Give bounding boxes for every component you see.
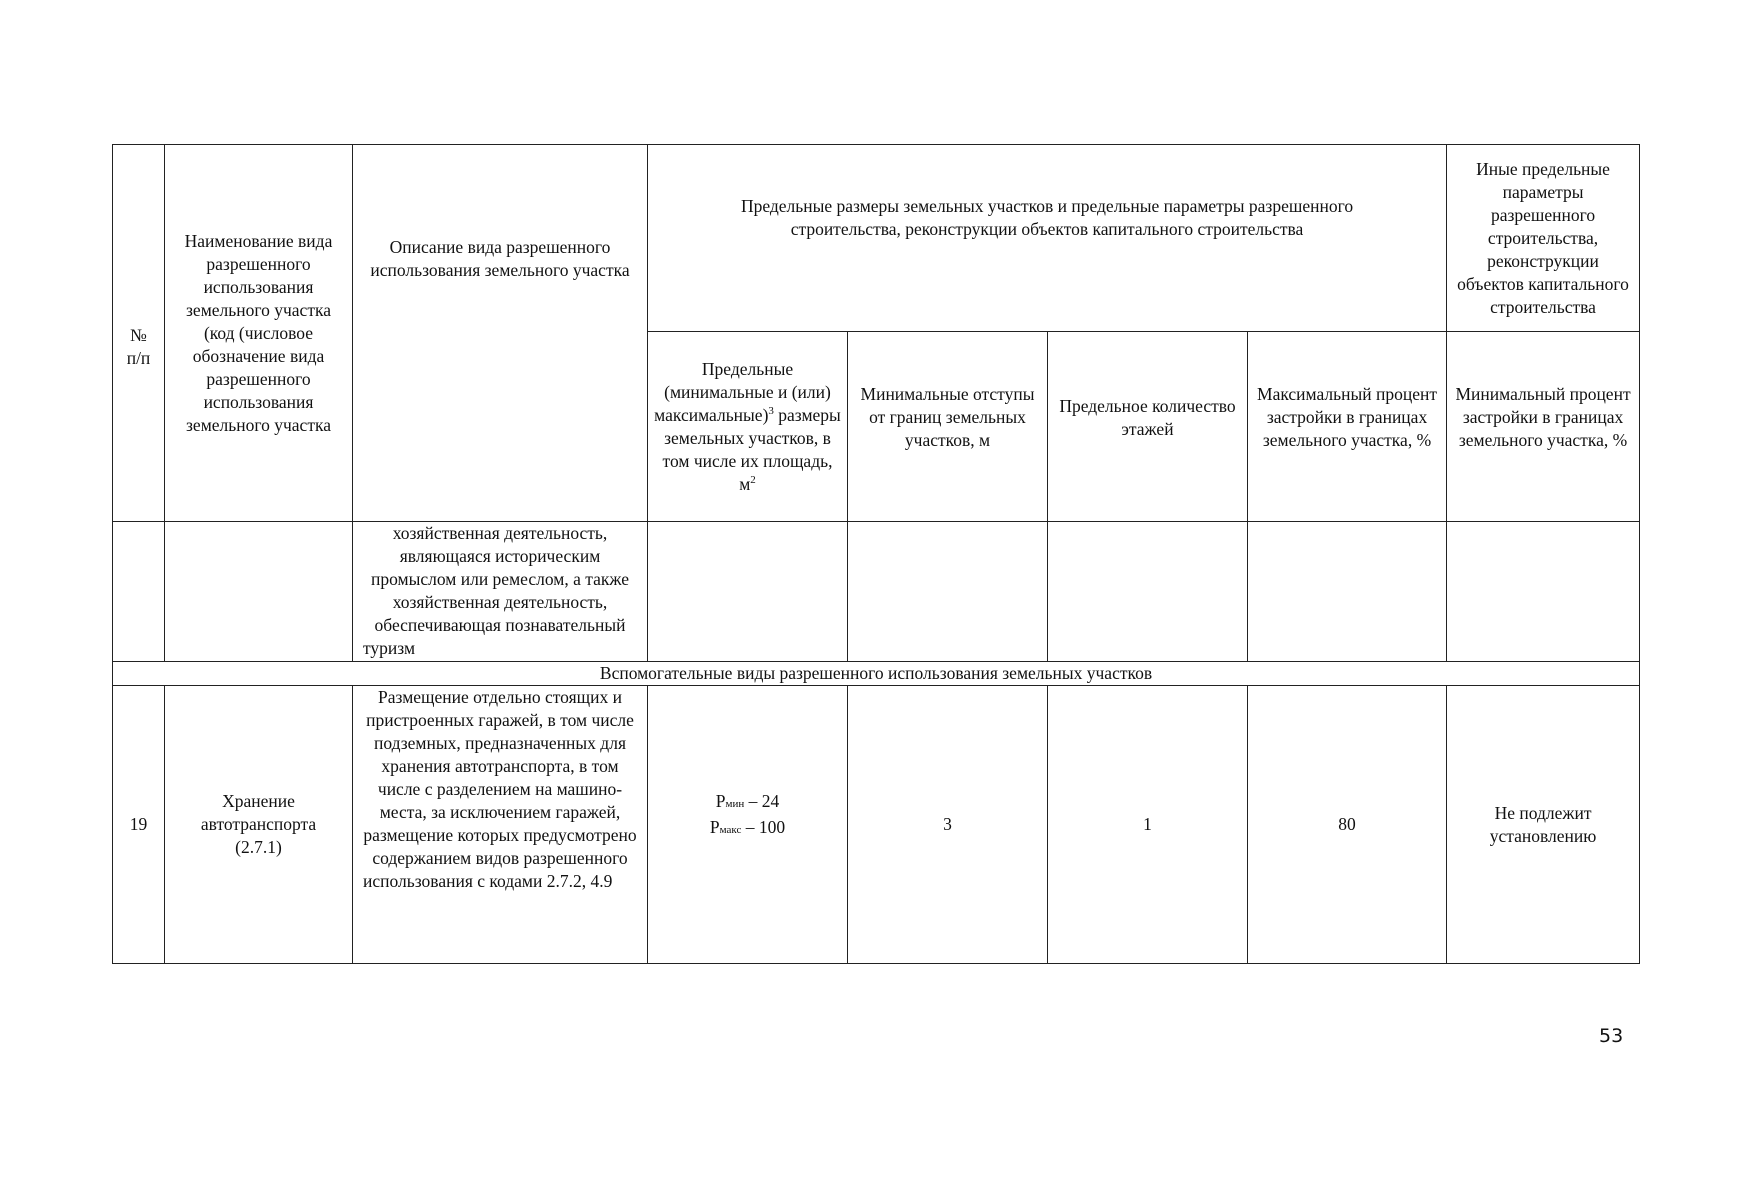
row-num: 19 <box>113 686 165 964</box>
section-title: Вспомогательные виды разрешенного использования земельных участков <box>113 662 1640 686</box>
header-limits-group: Предельные размеры земельных участков и предельные параметры разрешенного строительства, реконструкции объектов капитального строительства <box>648 145 1447 332</box>
header-min-coverage: Минимальный процент застройки в границах земельного участка, % <box>1447 332 1640 522</box>
header-other-params: Иные предельные параметры разрешенного строительства, реконструкции объектов капитального строительства <box>1447 145 1640 332</box>
row-description: Размещение отдельно стоящих и пристроенных гаражей, в том числе подземных, предназначенных для хранения автотранспорта, в том числе с разделением на машино-места, за исключением гаражей, размещение которых предусмотрено содержанием видов разрешенного использования с кодами 2.7.2, 4.9 <box>353 686 648 964</box>
header-sizes: Предельные (минимальные и (или) максимальные)$^3$ размеры земельных участков, в том числе их площадь, $м^2$ <box>648 332 848 522</box>
table-row <box>113 686 1640 964</box>
row-min-coverage: Не подлежит установлению <box>1447 686 1640 964</box>
land-use-regulations-table <box>112 144 1640 964</box>
header-setbacks: Минимальные отступы от границ земельных участков, м <box>848 332 1048 522</box>
cell-empty <box>113 522 165 662</box>
row-name: Хранение автотранспорта (2.7.1) <box>165 686 353 964</box>
cell-empty <box>648 522 848 662</box>
row-max-coverage: 80 <box>1248 686 1447 964</box>
header-max-coverage: Максимальный процент застройки в границах земельного участка, % <box>1248 332 1447 522</box>
continuation-row <box>113 522 1640 662</box>
cell-empty <box>1048 522 1248 662</box>
continuation-description: хозяйственная деятельность, являющаяся историческим промыслом или ремеслом, а также хозяйственная деятельность, обеспечивающая познавательный туризм <box>353 522 648 662</box>
page-number: 53 <box>1599 1025 1624 1047</box>
cell-empty <box>165 522 353 662</box>
row-floors: 1 <box>1048 686 1248 964</box>
row-sizes: Рмин – 24 Рмакс – 100 <box>648 686 848 964</box>
header-description: Описание вида разрешенного использования земельного участка <box>353 145 648 522</box>
row-setbacks: 3 <box>848 686 1048 964</box>
cell-empty <box>1447 522 1640 662</box>
section-row <box>113 662 1640 686</box>
cell-empty <box>1248 522 1447 662</box>
cell-empty <box>848 522 1048 662</box>
header-name: Наименование вида разрешенного использования земельного участка (код (числовое обозначение вида разрешенного использования земельного участка <box>165 145 353 522</box>
header-floors: Предельное количество этажей <box>1048 332 1248 522</box>
header-num: № п/п <box>113 145 165 522</box>
header-row-top <box>113 145 1640 332</box>
